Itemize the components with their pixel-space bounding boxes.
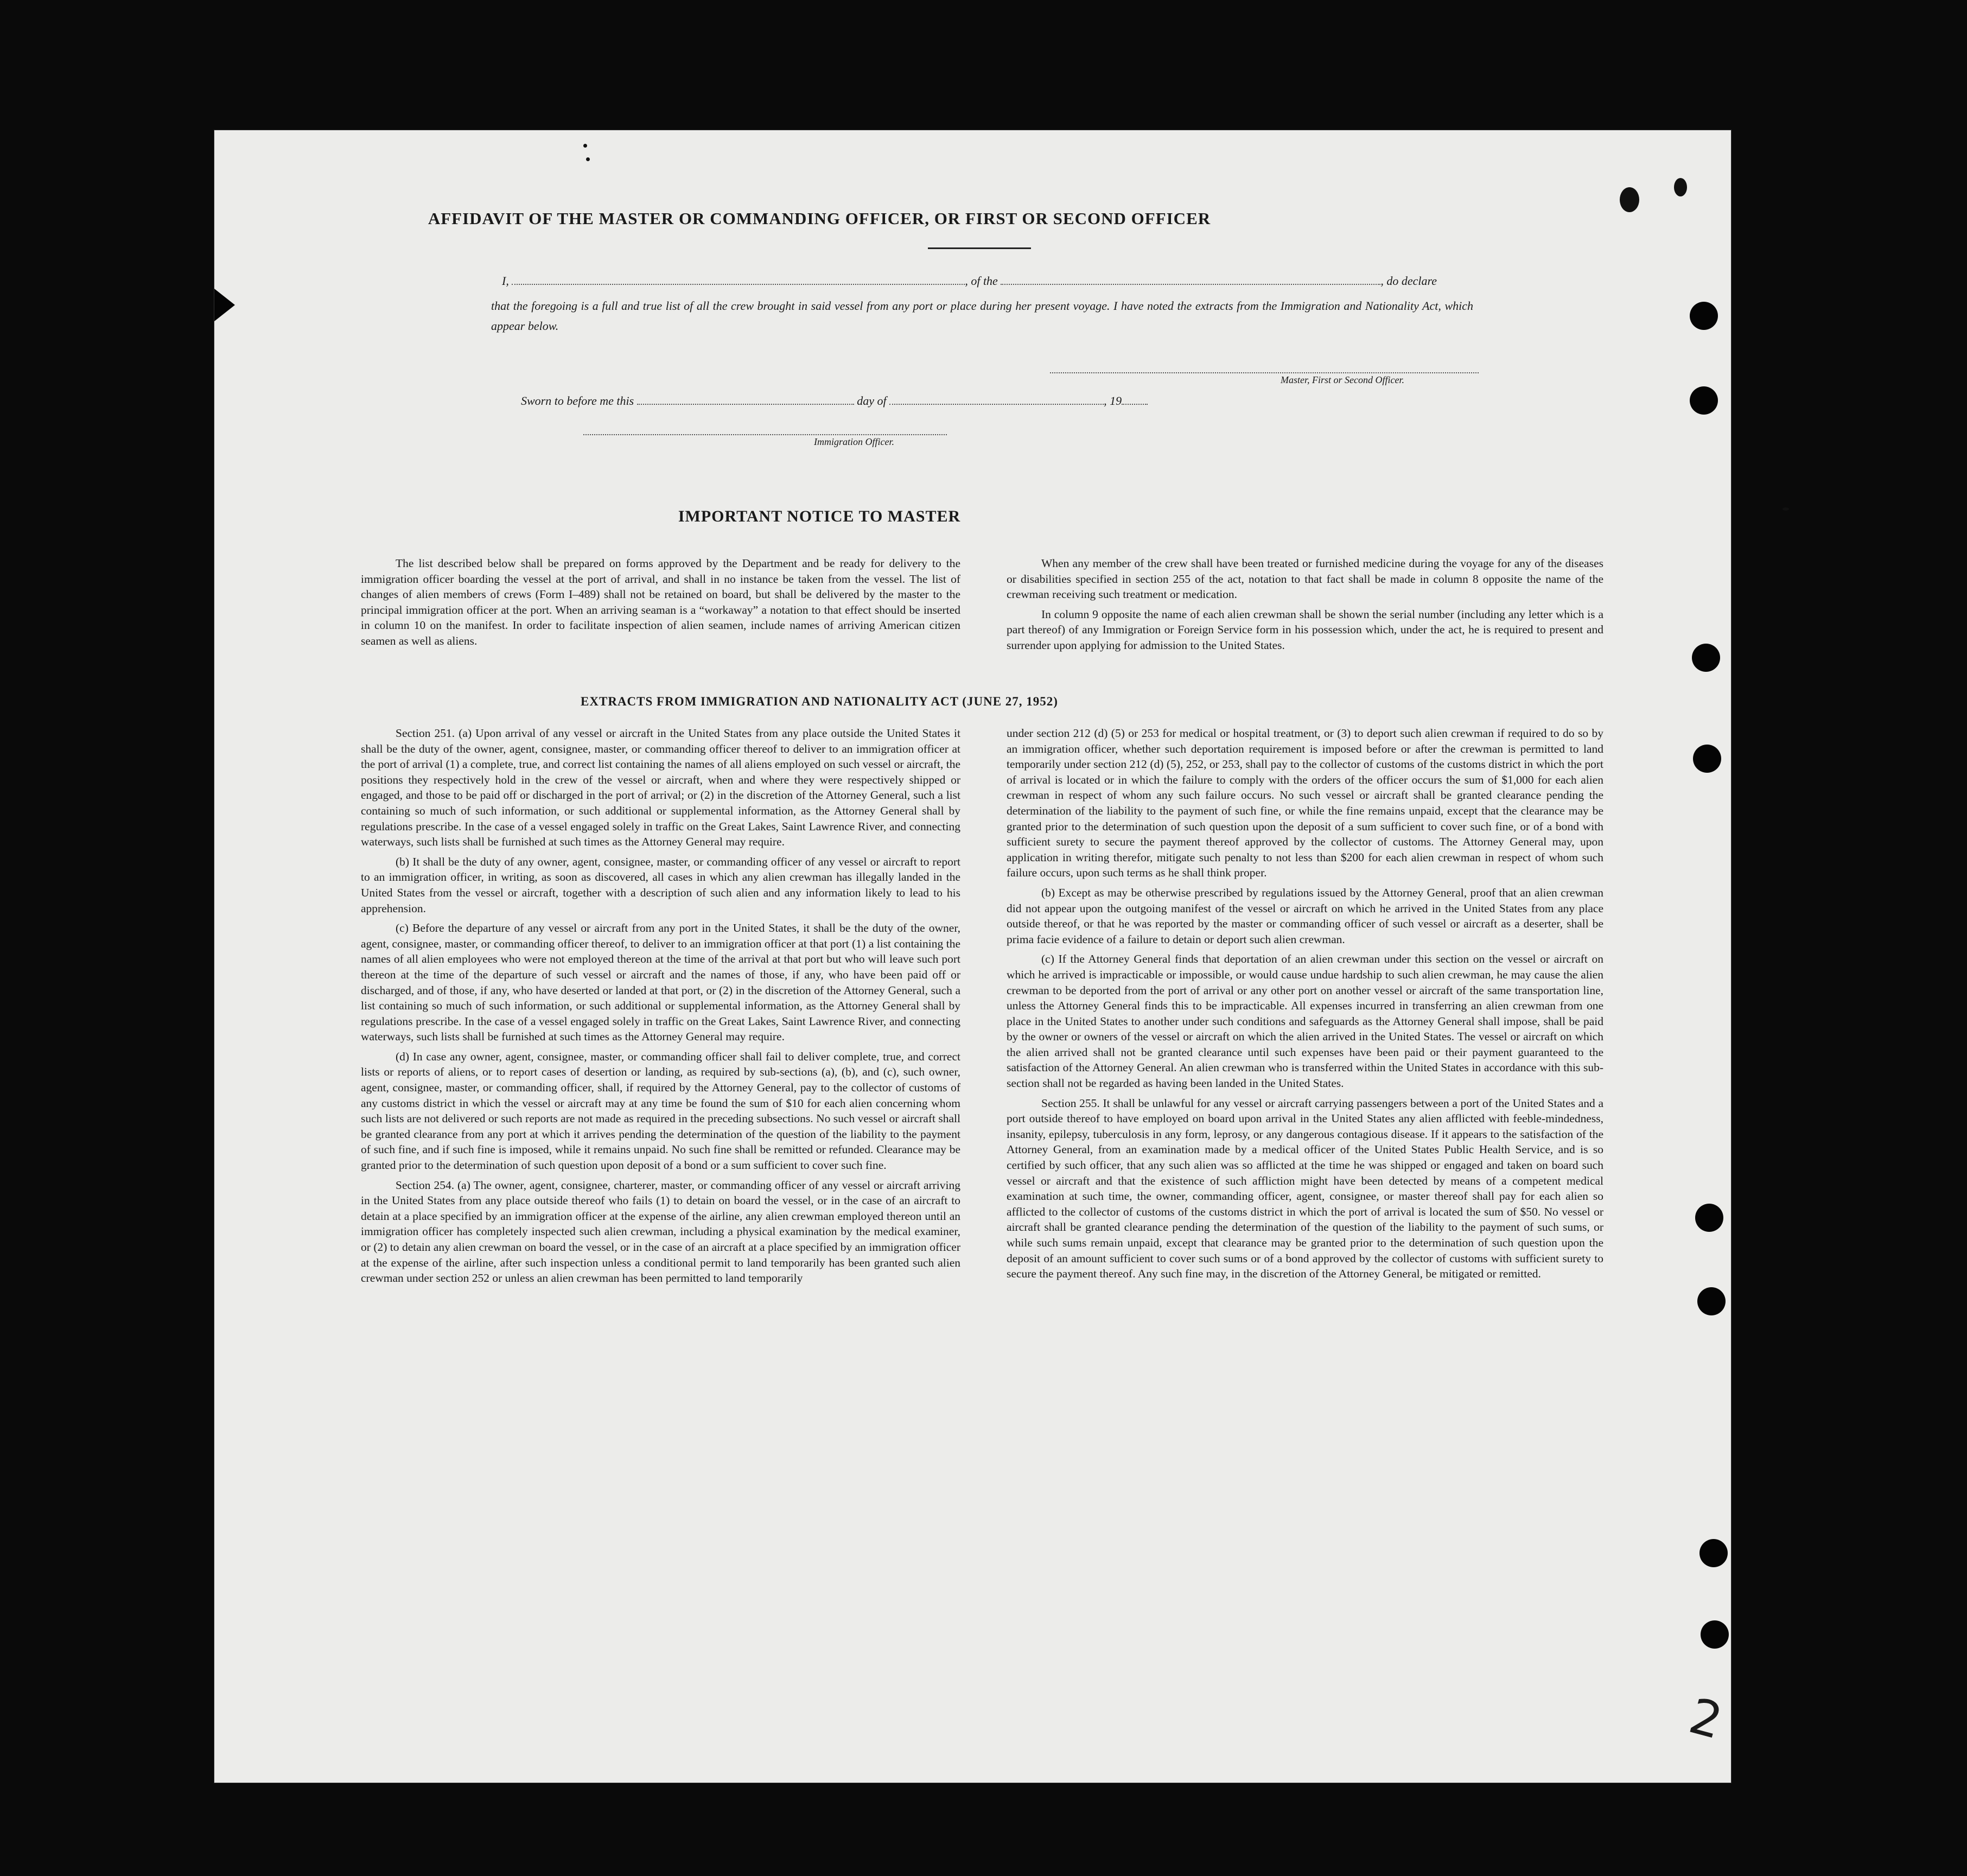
do-declare-label: , do declare (1380, 274, 1437, 288)
sworn-line (521, 394, 1148, 408)
extracts-right-column (1007, 726, 1603, 1282)
declaration-fill-line (502, 274, 1437, 288)
act-paragraph: (b) It shall be the duty of any owner, agent, consignee, master, or commanding officer of any vessel or aircraft to report to an immigration officer, in writing, as soon as discovered, all cases in which any alien crewman has illegally landed in the United States from the vessel or aircraft, together with a description of such alien and any information likely to lead to his apprehension. (361, 855, 960, 915)
punch-hole (1690, 386, 1718, 415)
punch-hole (1690, 302, 1718, 330)
affidavit-title: AFFIDAVIT OF THE MASTER OR COMMANDING OFFICER, OR FIRST OR SECOND OFFICER (428, 209, 1211, 228)
sworn-day-field[interactable] (637, 404, 854, 405)
edge-notch (214, 289, 235, 321)
act-paragraph: (c) If the Attorney General finds that deportation of an alien crewman under this section on the vessel or aircraft on which he arrived is impracticable or impossible, or would cause undue hardship to such alien crewman, he may cause the alien crewman to be deported from the port of arrival or any other port on another vessel or aircraft of the same transportation line, unless the Attorney General finds this to be impracticable. All expenses incurred in transferring an alien crewman from one place in the United States to another under such conditions and safeguards as the Attorney General shall impose, shall be paid by the owner or owners of the vessel or aircraft on which the alien arrived in the United States. The vessel or aircraft on which the alien arrived shall not be granted clearance until such expenses have been paid or their payment guaranteed to the satisfaction of the Attorney General. An alien crewman who is transferred within the United States in accordance with this sub-section shall not be regarded as having been landed in the United States. (1007, 952, 1603, 1090)
punch-hole (1699, 1539, 1728, 1567)
punch-hole (1695, 1204, 1723, 1232)
sworn-month-field[interactable] (889, 404, 1104, 405)
notice-right-column (1007, 556, 1603, 653)
year-prefix-label: , 19 (1104, 394, 1122, 408)
punch-hole (1692, 644, 1720, 672)
act-paragraph: Section 254. (a) The owner, agent, consignee, charterer, master, or commanding officer of any vessel or aircraft arriving in the United States from any place outside thereof who fails (1) to detain on board the vessel, or in the case of an aircraft to detain at a place specified by an immigration officer at the expense of the airline, any alien crewman employed thereon until an immigration officer has completely inspected such alien crewman, including a physical examination by the medical examiner, or (2) to detain any alien crewman on board the vessel, or in the case of an aircraft at a place specified by an immigration officer at the expense of the airline, after such inspection unless a conditional permit to land temporarily has been granted such alien crewman under section 252 or unless an alien crewman has been permitted to land temporarily (361, 1178, 960, 1285)
day-of-label: day of (857, 394, 887, 408)
sworn-year-field[interactable] (1122, 404, 1148, 405)
title-underline (928, 247, 1031, 249)
notice-paragraph: The list described below shall be prepared on forms approved by the Department and be ready for delivery to the immigration officer boarding the vessel at the port of arrival, and shall in no instance be taken from the vessel. The list of changes of alien members of crews (Form I–489) shall not be retained on board, but shall be delivered by the master to the principal immigration officer at the port. When an arriving seaman is a “workaway” a notation to that effect should be inserted in column 10 on the manifest. In order to facilitate inspection of alien seamen, include names of arriving American citizen seamen as well as aliens. (361, 557, 960, 647)
act-paragraph: (b) Except as may be otherwise prescribed by regulations issued by the Attorney General, proof that an alien crewman did not appear upon the outgoing manifest of the vessel or aircraft on which he arrived in the United States from any place outside thereof, or that he was reported by the master or commanding officer of such vessel or aircraft as a deserter, shall be prima facie evidence of a failure to detain or deport such alien crewman. (1007, 886, 1603, 946)
notice-left-column (361, 556, 960, 649)
punch-hole (1697, 1287, 1726, 1315)
notice-title: IMPORTANT NOTICE TO MASTER (678, 507, 961, 525)
ink-blot (1674, 178, 1687, 196)
extracts-left-column (361, 726, 960, 1286)
master-signature-caption: Master, First or Second Officer. (1281, 374, 1404, 385)
immigration-officer-caption: Immigration Officer. (814, 436, 894, 447)
master-signature-field[interactable] (1050, 372, 1479, 373)
ink-speck (586, 157, 590, 161)
name-field[interactable] (512, 284, 965, 285)
of-the-label: , of the (965, 274, 998, 288)
declaration-text: that the foregoing is a full and true list of all the crew brought in said vessel from any port or place during her present voyage. I have noted the extracts from the Immigration and Nationality Act, which appear below. (491, 299, 1473, 333)
notice-paragraph: When any member of the crew shall have been treated or furnished medicine during the voyage for any of the diseases or disabilities specified in section 255 of the act, notation to that fact shall be made in column 8 opposite the name of the crewman receiving such treatment or medication. (1007, 557, 1603, 601)
ink-blot (1620, 187, 1639, 212)
act-paragraph: Section 251. (a) Upon arrival of any vessel or aircraft in the United States from any place outside the United States it shall be the duty of the owner, agent, consignee, master, or commanding officer thereof to deliver to an immigration officer at the port of arrival (1) a complete, true, and correct list containing the names of all aliens employed on such vessel or aircraft, the positions they respectively hold in the crew of the vessel or aircraft, when and where they were respectively shipped or engaged, and those to be paid off or discharged in the port of arrival; or (2) in the discretion of the Attorney General, such a list containing so much of such information, or such additional or supplemental information, as the Attorney General shall by regulations prescribe. In the case of a vessel engaged solely in traffic on the Great Lakes, Saint Lawrence River, and connecting waterways, such lists shall be furnished at such times as the Attorney General may require. (361, 727, 960, 849)
punch-hole (1693, 745, 1721, 773)
handwritten-page-mark: 2 (1683, 1687, 1728, 1751)
extracts-heading: EXTRACTS FROM IMMIGRATION AND NATIONALITY ACT (JUNE 27, 1952) (581, 695, 1058, 708)
sworn-label: Sworn to before me this (521, 394, 634, 408)
vessel-field[interactable] (1001, 284, 1380, 285)
punch-hole (1701, 1620, 1729, 1649)
i-label: I, (502, 274, 509, 288)
ink-speck (583, 144, 587, 148)
notice-paragraph: In column 9 opposite the name of each alien crewman shall be shown the serial number (including any letter which is a part thereof) of any Immigration or Foreign Service form in his possession which, under the act, he is required to present and surrender upon applying for admission to the United States. (1007, 607, 1603, 652)
immigration-officer-signature-field[interactable] (583, 434, 947, 435)
ink-speck (1783, 507, 1789, 511)
act-paragraph: under section 212 (d) (5) or 253 for medical or hospital treatment, or (3) to deport such alien crewman if required to do so by an immigration officer, whether such deportation requirement is imposed before or after the crewman is permitted to land temporarily under section 212 (d) (5), 252, or 253, shall pay to the collector of customs of the customs district in which the port of arrival is located or in which the failure to comply with the orders of the officer occurs the sum of $1,000 for each alien crewman in respect of whom any such failure occurs. No such vessel or aircraft shall be granted clearance pending the determination of the liability to the payment of such fine, or while the fine remains unpaid, except that the clearance may be granted prior to the determination of such question upon the deposit of a sum sufficient to cover such fine, or of a bond with sufficient surety to secure the payment thereof approved by the collector of customs. The Attorney General may, upon application in writing therefor, mitigate such penalty to not less than $200 for each alien crewman in respect of whom such failure occurs, upon such terms as he shall think proper. (1007, 727, 1603, 880)
act-paragraph: (d) In case any owner, agent, consignee, master, or commanding officer shall fail to deliver complete, true, and correct lists or reports of aliens, or to report cases of desertion or landing, as required by sub-sections (a), (b), and (c), such owner, agent, consignee, master, or commanding officer, shall, if required by the Attorney General, pay to the collector of customs of any customs district in which the vessel or aircraft may at any time be found the sum of $10 for each alien concerning whom such lists are not delivered or such reports are not made as required in the preceding subsections. No such vessel or aircraft shall be granted clearance from any port at which it arrives pending the determination of the question of the liability to the payment of such fine, and if such fine is imposed, while it remains unpaid. No such fine shall be remitted or refunded. Clearance may be granted prior to the determination of such question upon deposit of a bond or a sum sufficient to cover such fine. (361, 1050, 960, 1172)
act-paragraph: Section 255. It shall be unlawful for any vessel or aircraft carrying passengers between a port of the United States and a port outside thereof to have employed on board upon arrival in the United States any alien afflicted with feeble-mindedness, insanity, epilepsy, tuberculosis in any form, leprosy, or any dangerous contagious disease. If it appears to the satisfaction of the Attorney General, from an examination made by a medical officer of the United States Public Health Service, and is so certified by such officer, that any such alien was so afflicted at the time he was shipped or engaged and taken on board such vessel or aircraft and that the existence of such affliction might have been detected by means of a competent medical examination at such time, the owner, commanding officer, agent, consignee, or master thereof shall pay for each alien so afflicted to the collector of customs of the customs district in which the port of arrival is located the sum of $50. No vessel or aircraft shall be granted clearance pending the determination of the question of the liability to the payment of such sums, or while such sums remain unpaid, except that clearance may be granted prior to the determination of such question upon the deposit of an amount sufficient to cover such sums or of a bond approved by the collector of customs with sufficient surety to secure the payment thereof. Any such fine may, in the discretion of the Attorney General, be mitigated or remitted. (1007, 1096, 1603, 1281)
act-paragraph: (c) Before the departure of any vessel or aircraft from any port in the United States, it shall be the duty of the owner, agent, consignee, master, or commanding officer thereof, to deliver to an immigration officer at that port (1) a list containing the names of all alien employees who were not employed thereon at the time of the arrival at that port but who will leave such port thereon at the time of the departure of such vessel or aircraft and the names of those, if any, who have been paid off or discharged, and of those, if any, who have deserted or landed at that port, or (2) in the discretion of the Attorney General, such a list containing so much of such information, or such additional or supplemental information, as the Attorney General shall by regulations prescribe. In the case of a vessel engaged solely in traffic on the Great Lakes, Saint Lawrence River, and connecting waterways, such lists shall be furnished at such times as the Attorney General may require. (361, 921, 960, 1044)
